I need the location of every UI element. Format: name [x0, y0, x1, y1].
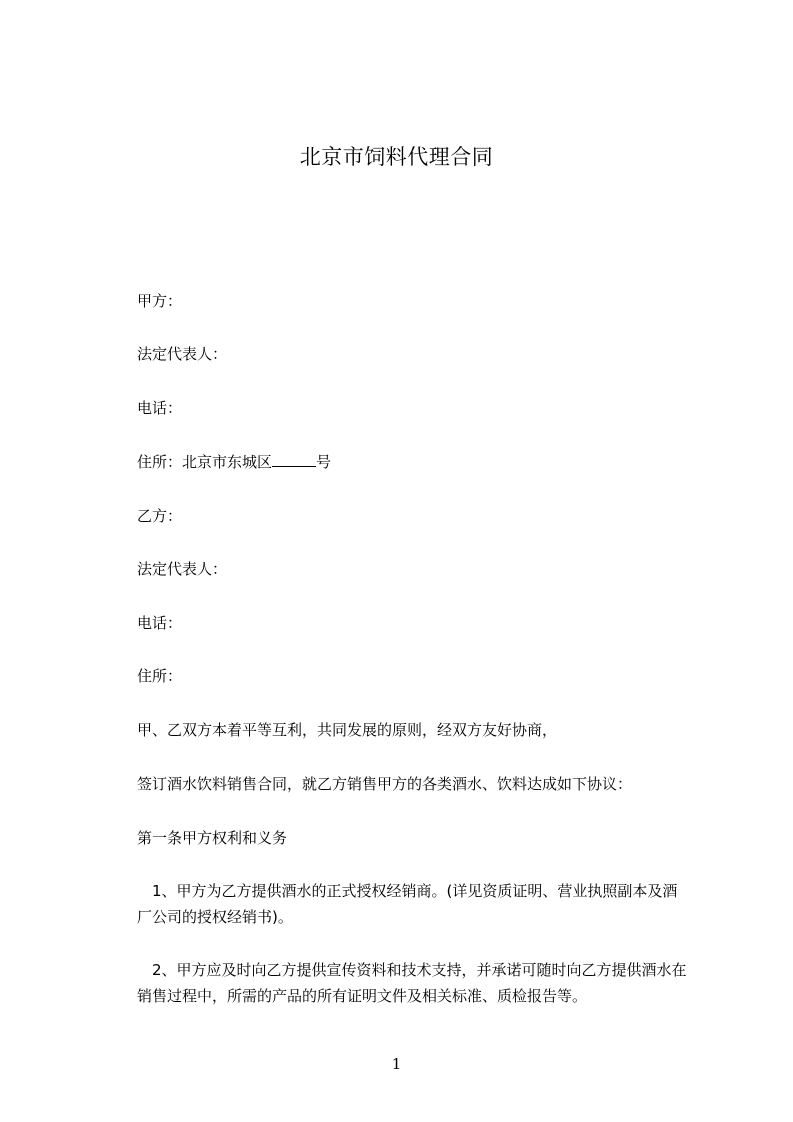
party-b-label: 乙方： [137, 507, 183, 525]
intro-line-1: 甲、乙双方本着平等互利，共同发展的原则，经双方友好协商， [137, 721, 558, 739]
party-b-representative-label: 法定代表人： [137, 560, 228, 578]
clause-2-line-2: 销售过程中，所需的产品的所有证明文件及相关标准、质检报告等。 [137, 987, 588, 1005]
party-b-phone-label: 电话： [137, 614, 183, 632]
party-a-address-suffix: 号 [316, 453, 332, 471]
party-a-address-line [137, 451, 331, 473]
page-number: 1 [391, 1055, 402, 1073]
clause-1-line-1: 1、甲方为乙方提供酒水的正式授权经销商。(详见资质证明、营业执照副本及酒 [137, 882, 678, 900]
clause-1-line-2: 厂公司的授权经销书)。 [137, 908, 293, 926]
party-b-address-label: 住所： [137, 667, 183, 685]
article-1-heading: 第一条甲方权利和义务 [137, 829, 288, 847]
document-title: 北京市饲料代理合同 [299, 145, 494, 169]
clause-2-line-1: 2、甲方应及时向乙方提供宣传资料和技术支持，并承诺可随时向乙方提供酒水在 [137, 961, 687, 979]
party-a-label: 甲方： [137, 292, 183, 310]
party-a-address-prefix: 住所：北京市东城区 [137, 453, 273, 471]
party-a-phone-label: 电话： [137, 399, 183, 417]
address-blank-line [272, 452, 316, 467]
intro-line-2: 签订酒水饮料销售合同，就乙方销售甲方的各类酒水、饮料达成如下协议： [137, 775, 633, 793]
party-a-representative-label: 法定代表人： [137, 345, 228, 363]
